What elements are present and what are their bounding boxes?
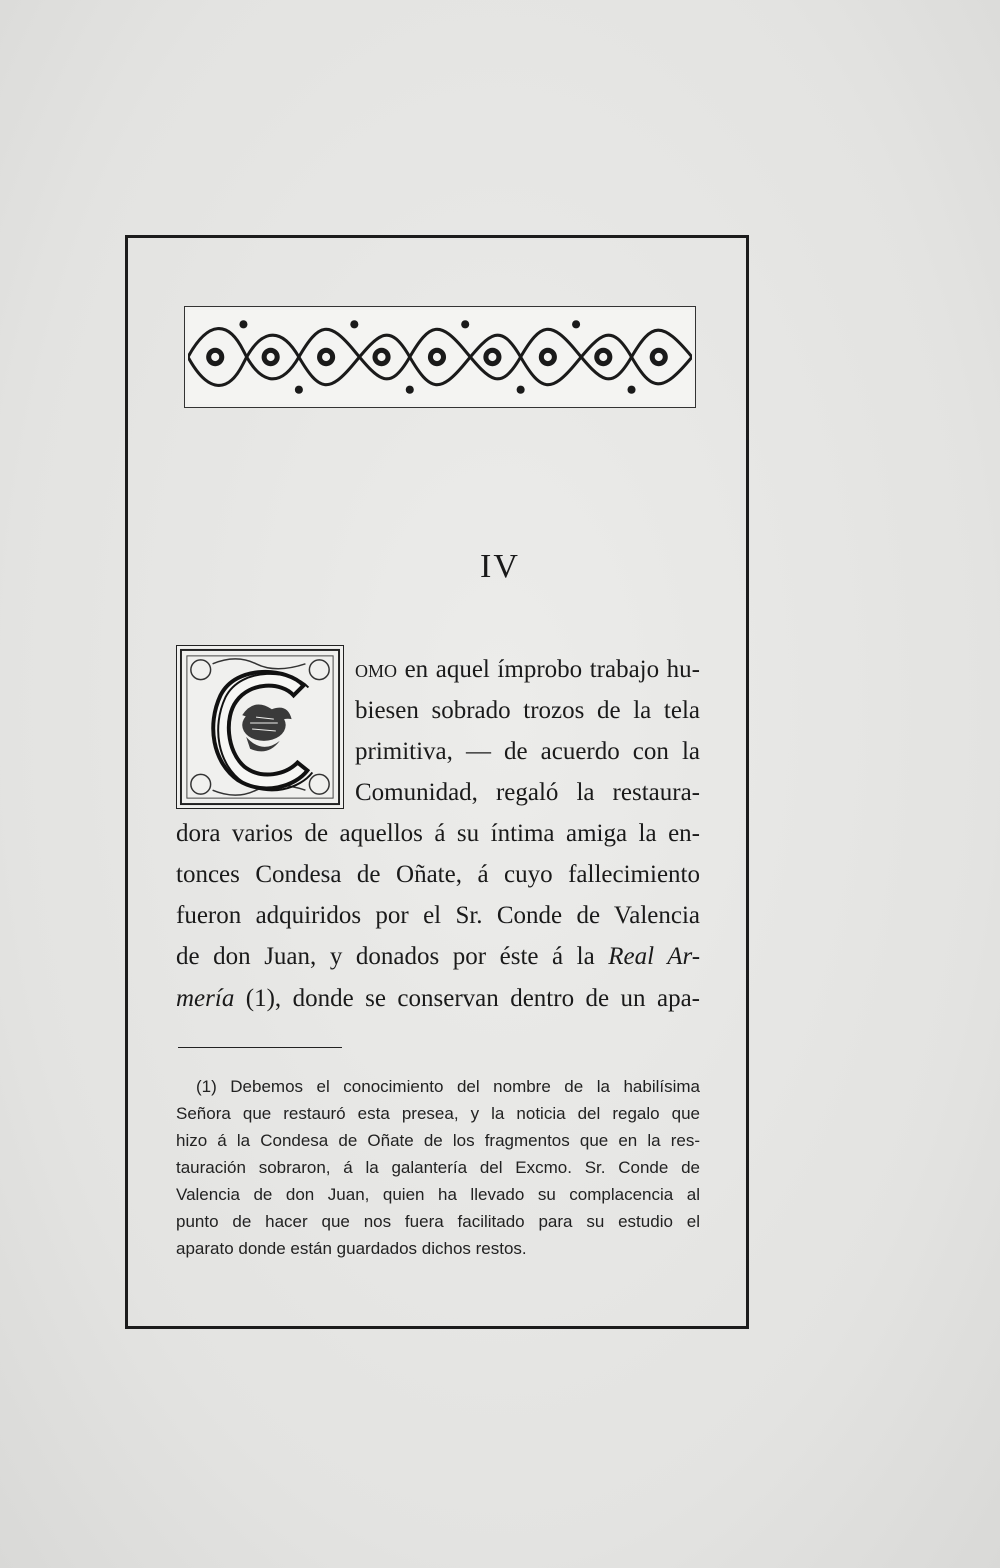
footnote-line-7: aparato donde están guardados dichos restos. <box>176 1239 527 1258</box>
illuminated-initial-c-icon <box>176 645 344 809</box>
body-line-3: primitiva, — de acuerdo con la <box>355 738 700 765</box>
footnote-line-3: hizo á la Condesa de Oñate de los fragmentos que en la res- <box>176 1131 700 1150</box>
footnote-separator <box>178 1047 342 1048</box>
footnote-line-5: Valencia de don Juan, quien ha llevado su complacencia al <box>176 1185 700 1204</box>
dropcap-continuation: omo <box>355 656 398 683</box>
body-line-5: dora varios de aquellos á su íntima amiga la en- <box>176 820 700 847</box>
body-line-4: Comunidad, regaló la restaura- <box>355 779 700 806</box>
footnote-line-4: tauración sobraron, á la galantería del Excmo. Sr. Conde de <box>176 1158 700 1177</box>
body-line-8-text: de don Juan, y donados por éste á la <box>176 943 595 970</box>
body-line-1-text: en aquel ímprobo trabajo hu- <box>404 656 701 683</box>
body-line-6: tonces Condesa de Oñate, á cuyo fallecimiento <box>176 861 700 888</box>
body-line-7: fueron adquiridos por el Sr. Conde de Valencia <box>176 902 700 929</box>
armeria-italic-continued: mería <box>176 985 235 1012</box>
scrollwork-headpiece-icon <box>184 306 696 408</box>
body-line-1 <box>355 655 700 685</box>
footnote-line-6: punto de hacer que nos fuera facilitado para su estudio el <box>176 1212 700 1231</box>
body-line-9-text: (1), donde se conservan dentro de un apa- <box>245 985 701 1012</box>
footnote-line-2: Señora que restauró esta presea, y la noticia del regalo que <box>176 1104 700 1123</box>
body-line-2: biesen sobrado trozos de la tela <box>355 697 700 724</box>
real-armeria-italic: Real Ar- <box>608 943 701 970</box>
chapter-number: IV <box>480 548 520 585</box>
footnote-line-1: (1) Debemos el conocimiento del nombre de la habilísima <box>196 1077 700 1096</box>
body-line-9 <box>176 984 700 1014</box>
body-line-8 <box>176 942 700 972</box>
